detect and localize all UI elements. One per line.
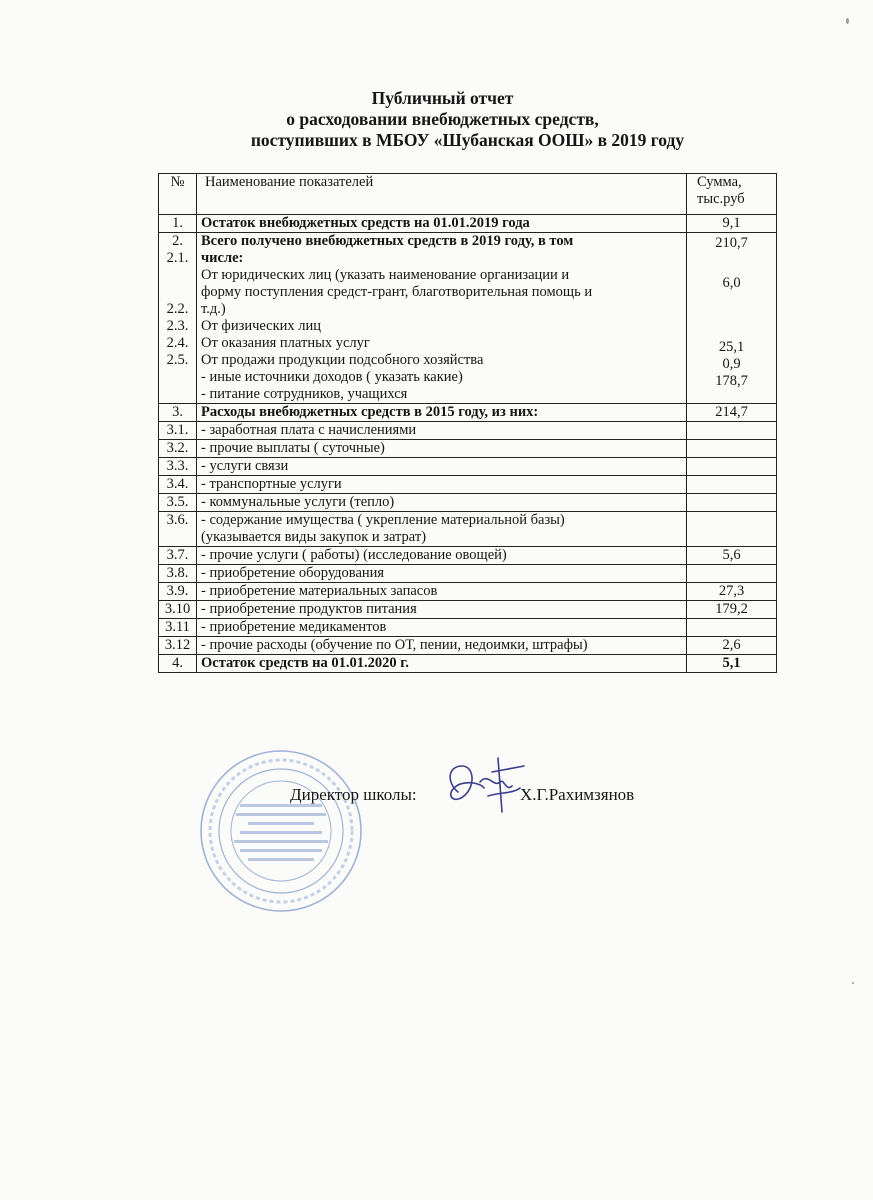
title-line-2: о расходовании внебюджетных средств, [286,109,599,129]
row-sum: 5,6 [687,547,777,565]
director-role: Директор школы: [290,785,417,804]
sum-2-5: 0,9 [722,356,741,372]
sum-2: 210,7 [715,235,748,251]
name-line: От юридических лиц (указать наименование организации и [201,267,570,283]
name-line: форму поступления средст-грант, благотворительная помощь и [201,284,593,300]
row-sum [687,565,777,583]
row-num: 3.5. [159,494,197,512]
row-num: 3.10 [159,601,197,619]
row-sum: 9,1 [687,215,777,233]
row-num: 3.8. [159,565,197,583]
num-blank [159,267,196,284]
table-row [159,422,777,440]
name-line: - содержание имущества ( укрепление материальной базы) [201,512,565,528]
row-num: 3.12 [159,637,197,655]
table-row-group-2 [159,233,777,404]
row-name: - прочие расходы (обучение по ОТ, пении, недоимки, штрафы) [197,637,687,655]
row-sum [687,440,777,458]
row-name: - коммунальные услуги (тепло) [197,494,687,512]
row-num: 3.4. [159,476,197,494]
row-num: 3.3. [159,458,197,476]
sum-2-1: 6,0 [722,275,741,291]
row-sum [687,494,777,512]
signature-line [290,785,635,805]
header-name: Наименование показателей [197,174,687,215]
report-table [158,173,777,673]
row-name: - прочие выплаты ( суточные) [197,440,687,458]
report-title [0,88,873,151]
header-row [159,174,777,215]
scan-speck [852,982,854,984]
table-row [159,619,777,637]
row-name: - заработная плата с начислениями [197,422,687,440]
name-line: числе: [201,250,244,266]
header-num: № [159,174,197,215]
row-name: - услуги связи [197,458,687,476]
row-name: - приобретение материальных запасов [197,583,687,601]
row-sum: 214,7 [687,404,777,422]
title-line-1: Публичный отчет [371,88,514,108]
name-line: Всего получено внебюджетных средств в 2019 году, в том [201,233,574,249]
row-name: Остаток внебюджетных средств на 01.01.2019 года [197,215,687,233]
row-name: - прочие услуги ( работы) (исследование овощей) [197,547,687,565]
school-stamp [196,746,366,916]
num-blank [159,369,196,386]
num-2-1: 2.1. [166,250,189,266]
row-num: 4. [159,655,197,673]
num-2-4: 2.4. [166,335,189,351]
row-sum [687,476,777,494]
name-line: (указывается виды закупок и затрат) [201,529,427,545]
name-line: От физических лиц [201,318,322,334]
num-2-3: 2.3. [166,318,189,334]
row-sum: 5,1 [687,655,777,673]
sum-blank [691,309,772,326]
row-sum [687,422,777,440]
title-line-3: поступивших в МБОУ «Шубанская ООШ» в 2019 году [250,130,685,150]
row-name: - приобретение медикаментов [197,619,687,637]
scan-speck [846,18,849,24]
table-row [159,458,777,476]
row-num: 3. [159,404,197,422]
row-name: - приобретение оборудования [197,565,687,583]
row-num: 3.7. [159,547,197,565]
table-row [159,601,777,619]
row-name: Расходы внебюджетных средств в 2015 году, из них: [197,404,687,422]
table-row [159,565,777,583]
table-row [159,583,777,601]
row-num: 1. [159,215,197,233]
table-row [159,494,777,512]
row-name: Остаток средств на 01.01.2020 г. [197,655,687,673]
group2-sums [687,233,777,404]
row-sum: 179,2 [687,601,777,619]
table-row [159,512,777,547]
table-row [159,440,777,458]
director-signature [440,752,530,822]
row-sum [687,458,777,476]
table-row [159,404,777,422]
name-line: От оказания платных услуг [201,335,370,351]
sum-meals: 178,7 [715,373,748,389]
table-row [159,655,777,673]
row-num: 3.2. [159,440,197,458]
num-2-2: 2.2. [166,301,189,317]
table-row [159,215,777,233]
group2-nums [159,233,197,404]
row-name: - приобретение продуктов питания [197,601,687,619]
table-row [159,476,777,494]
name-line: - иные источники доходов ( указать какие) [201,369,463,385]
sum-blank [691,292,772,309]
row-sum [687,619,777,637]
name-line: От продажи продукции подсобного хозяйства [201,352,484,368]
row-num: 3.11 [159,619,197,637]
table-row [159,547,777,565]
num-2: 2. [172,233,183,249]
header-sum: Сумма, тыс.руб [687,174,777,215]
name-line: - питание сотрудников, учащихся [201,386,408,402]
row-sum: 27,3 [687,583,777,601]
row-num: 3.1. [159,422,197,440]
table-row [159,637,777,655]
row-name: - транспортные услуги [197,476,687,494]
row-name [197,512,687,547]
row-sum: 2,6 [687,637,777,655]
row-sum [687,512,777,547]
row-num: 3.9. [159,583,197,601]
num-2-5: 2.5. [166,352,189,368]
sum-2-4: 25,1 [718,339,745,355]
name-line: т.д.) [201,301,226,317]
row-num: 3.6. [159,512,197,547]
sum-blank [691,252,772,269]
director-name: Х.Г.Рахимзянов [520,785,635,804]
num-blank [159,284,196,301]
group2-names [197,233,687,404]
